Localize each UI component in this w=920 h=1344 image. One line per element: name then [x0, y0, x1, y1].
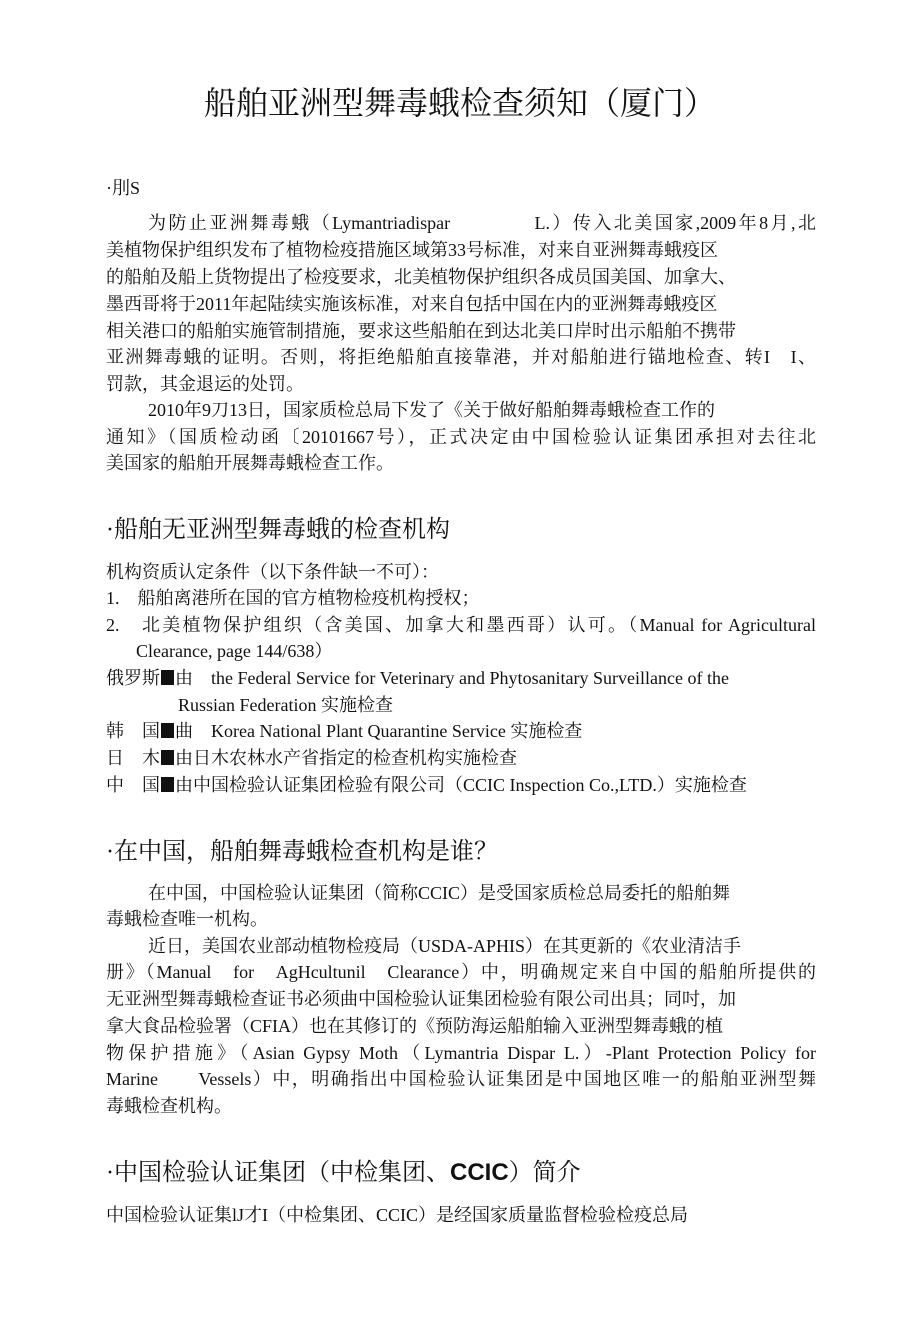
- country-row-japan: [106, 746, 517, 770]
- country-row-korea: [106, 719, 582, 743]
- paragraph-line: 机构资质认定条件（以下条件缺一不可）：: [106, 562, 439, 582]
- black-square-mark: [161, 777, 174, 792]
- country-agency: 由 the Federal Service for Veterinary and Phytosanitary Surveillance of the: [175, 668, 729, 688]
- country-name: 日 木: [106, 748, 160, 768]
- country-agency: 由日木农林水产省指定的检查机构实施检查: [175, 748, 517, 768]
- paragraph-line: 毒蛾检查唯一机构。: [106, 909, 268, 929]
- paragraph-line: 物保护措施》（Asian Gypsy Moth（Lymantria Dispar L.）-Plant Protection Policy for: [106, 1043, 816, 1063]
- paragraph-line: 近日，美国农业部动植物检疫局（USDA-APHIS）在其更新的《农业清洁手: [148, 936, 742, 956]
- paragraph-line: 在中国，中国检验认证集团（简称CCIC）是受国家质检总局委托的船舶舞: [148, 883, 731, 903]
- black-square-mark: [161, 723, 174, 738]
- country-row-russia: [106, 666, 729, 690]
- section-heading-ccic-intro: [106, 1157, 581, 1189]
- section-heading-inspection-agencies: ·船舶无亚洲型舞毒蛾的检查机构: [106, 517, 450, 543]
- paragraph-line: Marine Vessels）中，明确指出中国检验认证集团是中国地区唯一的船舶亚洲型舞: [106, 1069, 816, 1089]
- list-item: 1. 船舶离港所在国的官方植物检疫机构授权；: [106, 588, 480, 608]
- country-name: 俄罗斯: [106, 668, 160, 688]
- country-name: 韩 国: [106, 721, 160, 741]
- paragraph-line: 毒蛾检查机构。: [106, 1096, 232, 1116]
- paragraph-line: 无亚洲型舞毒蛾检查证书必须曲中国检验认证集团检验有限公司出具；同吋，加: [106, 989, 736, 1009]
- paragraph-line: 拿大食品检验署（CFIA）也在其修订的《预防海运船舶输入亚洲型舞毒蛾的植: [106, 1016, 724, 1036]
- paragraph-line: 2010年9刀13日，国家质检总局下发了《关于做好船舶舞毒蛾检查工作的: [148, 400, 715, 420]
- black-square-mark: [161, 670, 174, 685]
- heading-bold-text: CCIC: [450, 1159, 509, 1186]
- paragraph-line: 美国家的船舶开展舞毒蛾检查工作。: [106, 453, 394, 473]
- country-agency: 由中国检验认证集团检验有限公司（CCIC Inspection Co.,LTD.）实施检查: [175, 775, 747, 795]
- document-title: 船舶亚洲型舞毒蛾检查须知（厦门）: [203, 85, 716, 121]
- paragraph-line: 中国检验认证集lJ才I（中检集团、CCIC）是经国家质量监督检验检疫总局: [106, 1205, 689, 1225]
- paragraph-line: 通知》（国质检动函〔20101667号），正式决定由中国检验认证集团承担对去往北: [106, 427, 816, 447]
- paragraph-line: 亚洲舞毒蛾的证明。否则，将拒绝船舶直接靠港，并对船舶进行锚地检查、转I I、: [106, 347, 817, 367]
- paragraph-line: 的船舶及船上货物提出了检疫要求，北美植物保护组织各成员国美国、加拿大、: [106, 267, 736, 287]
- country-agency: 曲 Korea National Plant Quarantine Service 实施检查: [175, 721, 583, 741]
- heading-text: ）简介: [508, 1160, 581, 1186]
- section-heading-china-agency: ·在中国，船舶舞毒蛾检查机构是谁？: [106, 839, 498, 865]
- country-row-continuation: Russian Federation 实施检查: [178, 695, 393, 715]
- list-item-continuation: Clearance, page 144/638）: [136, 641, 333, 661]
- paragraph-line: 美植物保护组织发布了植物检疫措施区域第33号标准，对来自亚洲舞毒蛾疫区: [106, 240, 718, 260]
- black-square-mark: [161, 750, 174, 765]
- paragraph-line: 墨西哥将于2011年起陆续实施该标准，对来自包括中国在内的亚洲舞毒蛾疫区: [106, 294, 718, 314]
- list-item: 2. 北美植物保护组织（含美国、加拿大和墨西哥）认可。（Manual for Agricultural: [106, 615, 816, 635]
- paragraph-line: 相关港口的船舶实施管制措施，要求这些船舶在到达北美口岸时出示船舶不携带: [106, 321, 736, 341]
- section-heading-preface: ·刖S: [106, 178, 141, 198]
- country-name: 中 国: [106, 775, 160, 795]
- country-row-china: [106, 773, 747, 797]
- paragraph-line: 罚款，其金退运的处罚。: [106, 374, 304, 394]
- paragraph-line: 为防止亚洲舞毒蛾（Lymantriadispar L.）传入北美国家,2009年8月,北: [148, 213, 816, 233]
- heading-text: ·中国检验认证集团（中检集团、: [106, 1160, 450, 1186]
- paragraph-line: 册》（Manual for AgHcultunil Clearance）中，明确规定来自中国的船舶所提供的: [106, 962, 816, 982]
